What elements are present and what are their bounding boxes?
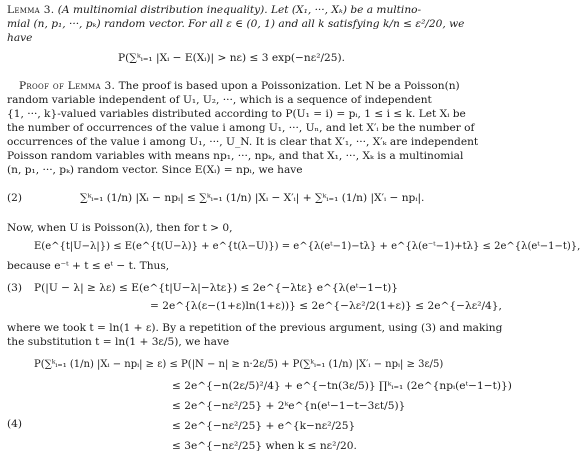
equation-3-line-2: = 2e^{λ(ε−(1+ε)ln(1+ε))} ≤ 2e^{−λε²/2(1+ε)} ≤ 2e^{−λε²/4}, xyxy=(150,300,502,312)
because-line: because e⁻ᵗ + t ≤ eᵗ − t. Thus, xyxy=(7,260,170,272)
proof-text-1: The proof is based upon a Poissonization. Let N be a Poisson(n) xyxy=(118,80,460,92)
equation-4-line-1: P(∑ᵏᵢ₌₁ (1/n) |Xᵢ − npᵢ| ≥ ε) ≤ P(|N − n| ≥ n·2ε/5) + P(∑ᵏᵢ₌₁ (1/n) |X′ᵢ − npᵢ| ≥ 3ε/5) xyxy=(34,359,444,370)
proof-line-2: random variable independent of U₁, U₂, ···, which is a sequence of independent xyxy=(7,94,432,106)
proof-line-5: occurrences of the value i among U₁, ···, U_N. It is clear that X′₁, ···, X′ₖ are independent xyxy=(7,136,479,148)
equation-3-line-1: P(|U − λ| ≥ λε) ≤ E(e^{t|U−λ|−λtε}) ≤ 2e^{−λtε} e^{λ(eᵗ−1−t)} xyxy=(34,282,399,294)
proof-line-3: {1, ···, k}-valued variables distributed according to P(U₁ = i) = pᵢ, 1 ≤ i ≤ k. Let Xᵢ be xyxy=(7,108,466,120)
where-line-2: the substitution t = ln(1 + 3ε/5), we have xyxy=(7,336,230,348)
equation-4-label: (4) xyxy=(7,418,23,430)
proof-line-1 xyxy=(19,80,460,93)
equation-4-line-4: ≤ 2e^{−nε²/25} + e^{k−nε²/25} xyxy=(172,420,356,432)
equation-4-line-3: ≤ 2e^{−nε²/25} + 2ᵏe^{n(eᵗ−1−t−3εt/5)} xyxy=(172,400,406,412)
mgf-bound: E(e^{t|U−λ|}) ≤ E(e^{t(U−λ)} + e^{t(λ−U)}) = e^{λ(eᵗ−1)−tλ} + e^{λ(e⁻ᵗ−1)+tλ} ≤ 2e^{λ(eᵗ−1−t)}, xyxy=(34,241,580,252)
lemma-statement-3: have xyxy=(7,32,33,44)
equation-4-line-2: ≤ 2e^{−n(2ε/5)²/4} + e^{−tn(3ε/5)} ∏ᵏᵢ₌₁ (2e^{npᵢ(eᵗ−1−t)}) xyxy=(172,380,512,392)
lemma-heading: Lemma 3. xyxy=(7,4,55,16)
where-line-1: where we took t = ln(1 + ε). By a repetition of the previous argument, using (3) and making xyxy=(7,322,503,334)
proof-heading: Proof of Lemma 3. xyxy=(19,80,116,92)
equation-2-label: (2) xyxy=(7,192,23,204)
proof-line-4: the number of occurrences of the value i among U₁, ···, Uₙ, and let X′ᵢ be the number of xyxy=(7,122,475,134)
lemma-statement-2: mial (n, p₁, ···, pₖ) random vector. For all ε ∈ (0, 1) and all k satisfying k/n ≤ ε²/20, we xyxy=(7,18,465,30)
poisson-intro: Now, when U is Poisson(λ), then for t > 0, xyxy=(7,222,233,234)
proof-line-7: (n, p₁, ···, pₖ) random vector. Since E(Xᵢ) = npᵢ, we have xyxy=(7,164,303,176)
lemma-statement-line-1 xyxy=(7,4,421,17)
equation-2: ∑ᵏᵢ₌₁ (1/n) |Xᵢ − npᵢ| ≤ ∑ᵏᵢ₌₁ (1/n) |Xᵢ − X′ᵢ| + ∑ᵏᵢ₌₁ (1/n) |X′ᵢ − npᵢ|. xyxy=(80,192,425,204)
equation-4-line-5: ≤ 3e^{−nε²/25} when k ≤ nε²/20. xyxy=(172,440,357,452)
proof-line-6: Poisson random variables with means np₁, ···, npₖ, and that X₁, ···, Xₖ is a multinomial xyxy=(7,150,464,162)
lemma-title: (A multinomial distribution inequality). xyxy=(57,4,268,16)
lemma-display-equation: P(∑ᵏᵢ₌₁ |Xᵢ − E(Xᵢ)| > nε) ≤ 3 exp(−nε²/25). xyxy=(118,52,346,64)
lemma-statement-1: Let (X₁, ···, Xₖ) be a multino- xyxy=(270,4,422,16)
equation-3-label: (3) xyxy=(7,282,23,294)
